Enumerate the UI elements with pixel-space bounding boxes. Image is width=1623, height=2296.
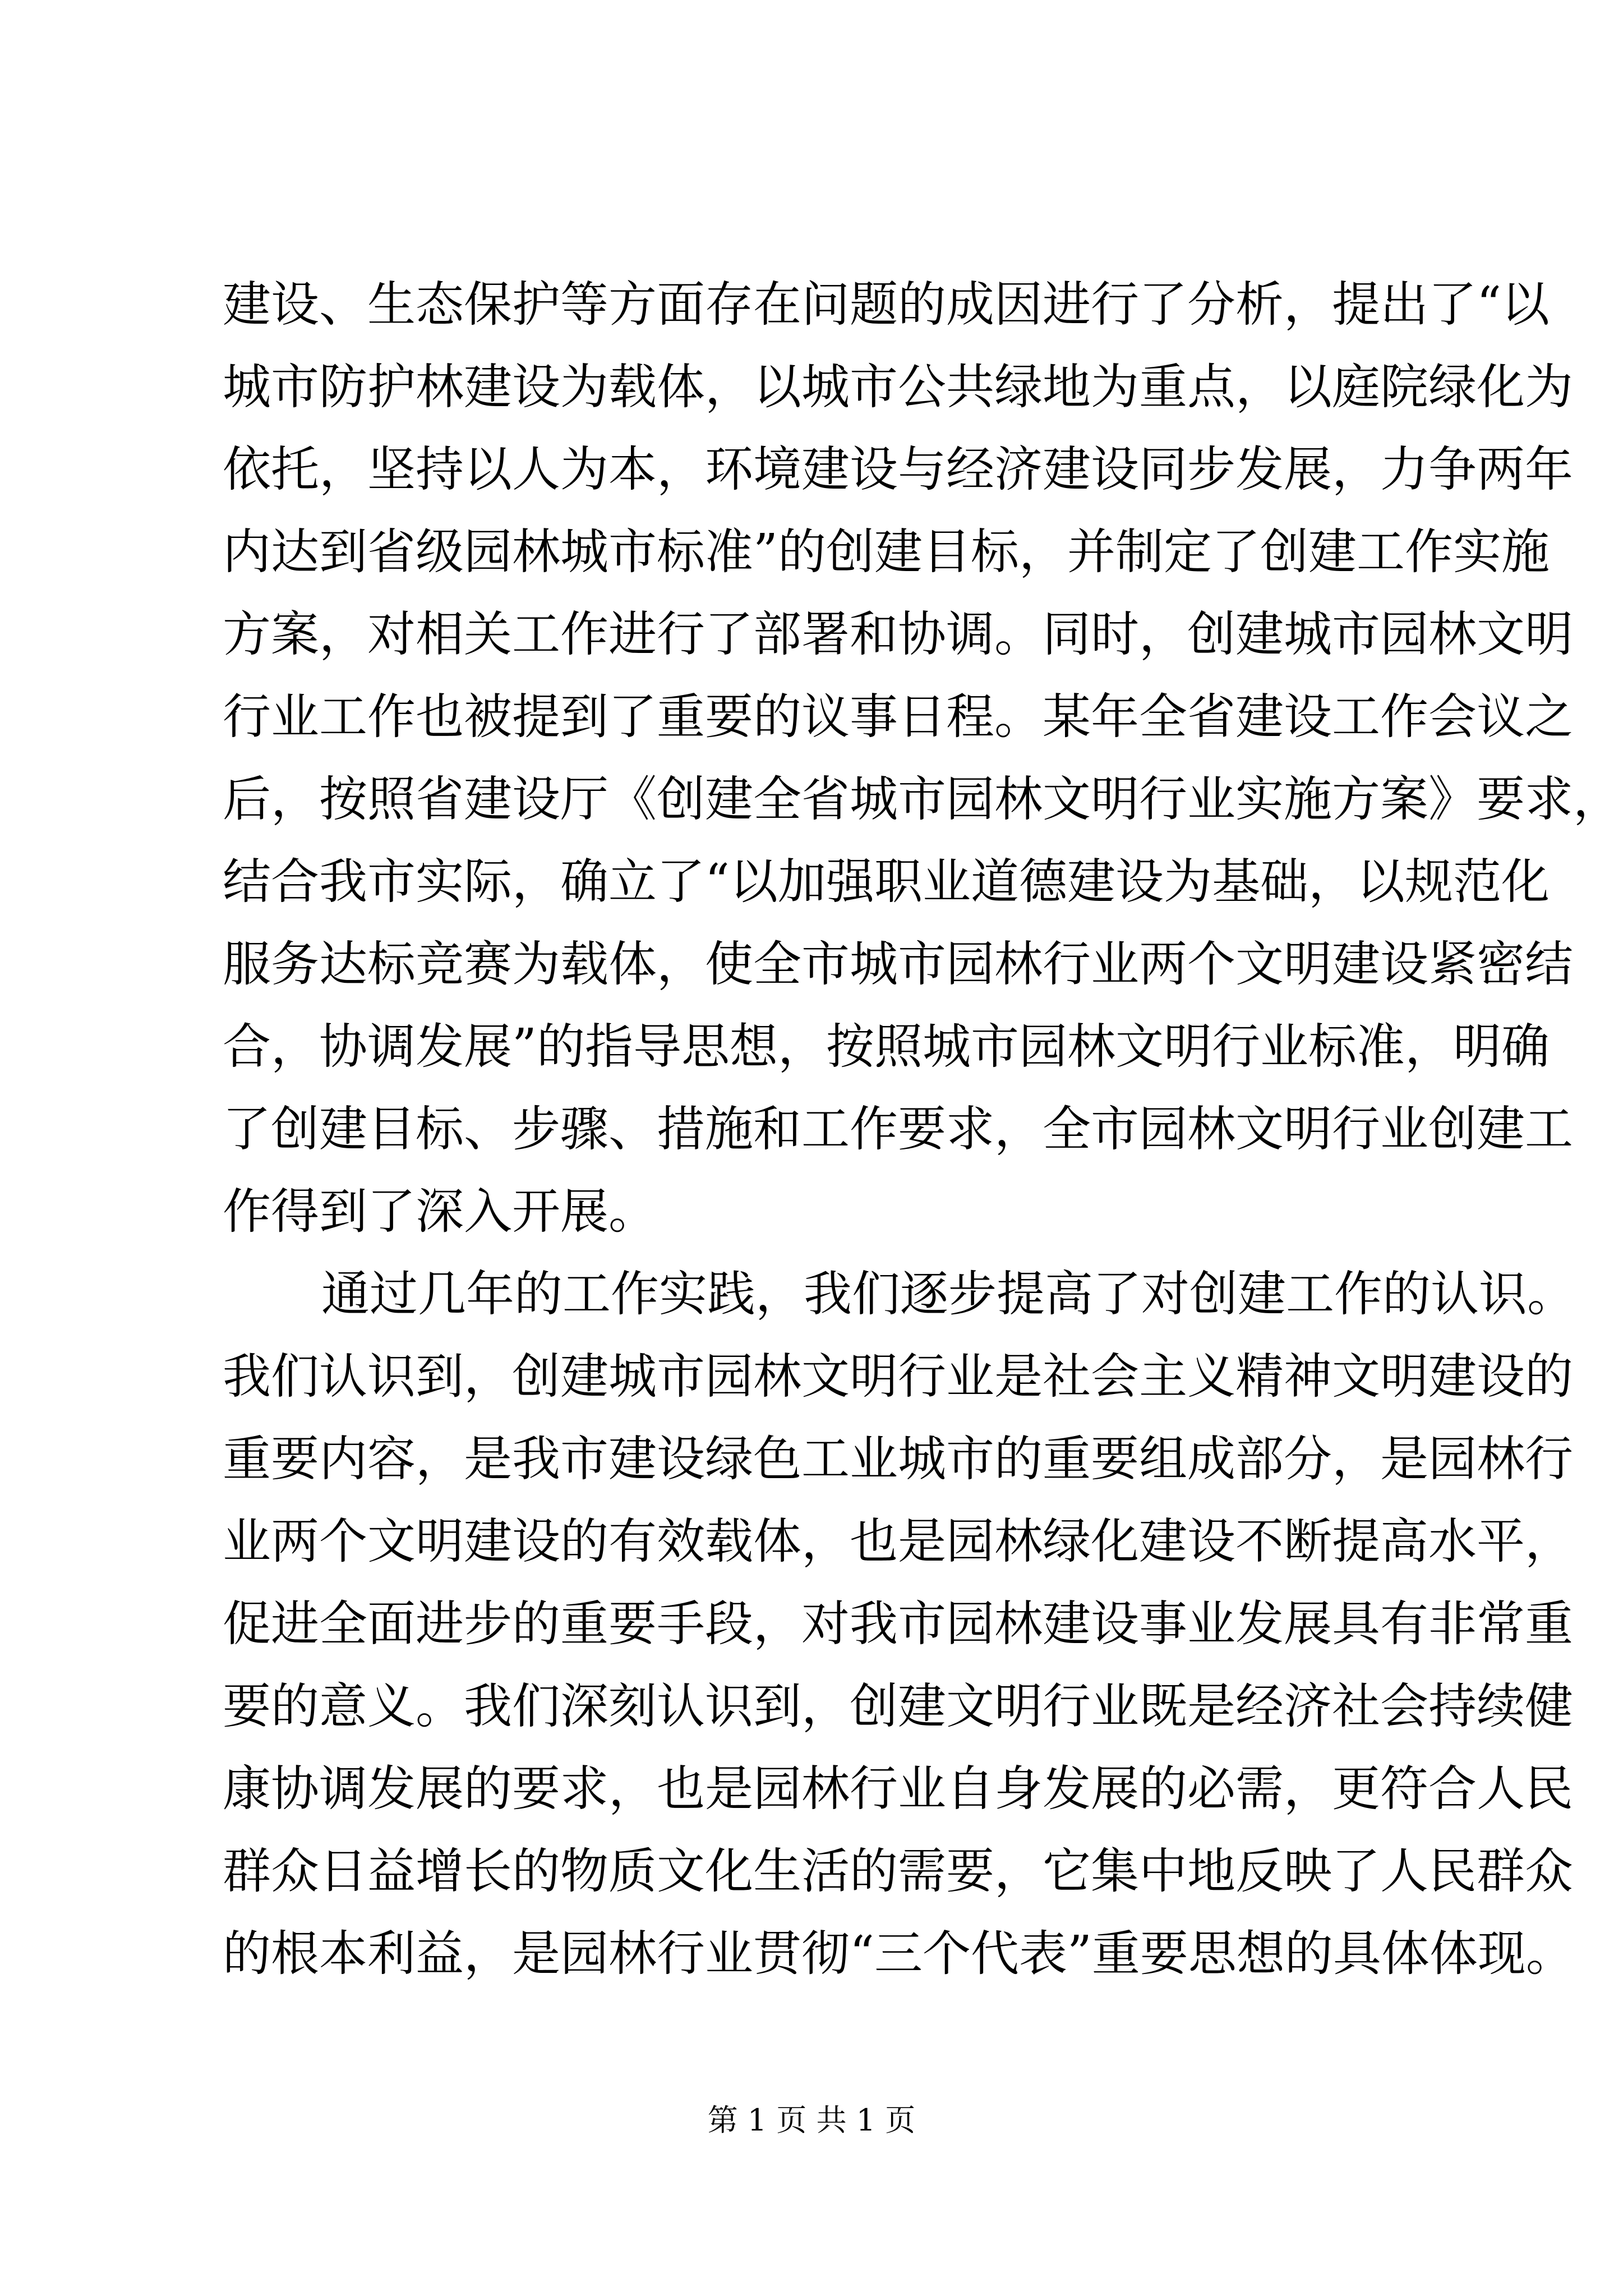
paragraph-1-line-6: 行业工作也被提到了重要的议事日程。某年全省建设工作会议之 — [223, 689, 1573, 745]
paragraph-1-line-10: 合，协调发展”的指导思想，按照城市园林文明行业标准，明确 — [223, 1019, 1550, 1075]
paragraph-2-line-8: 群众日益增长的物质文化生活的需要，它集中地反映了人民群众 — [223, 1843, 1573, 1899]
paragraph-2-line-6: 要的意义。我们深刻认识到，创建文明行业既是经济社会持续健 — [223, 1678, 1573, 1734]
paragraph-1-line-7: 后，按照省建设厅《创建全省城市园林文明行业实施方案》要求， — [223, 771, 1621, 827]
paragraph-1-line-11: 了创建目标、步骤、措施和工作要求，全市园林文明行业创建工 — [223, 1101, 1573, 1157]
paragraph-1-line-5: 方案，对相关工作进行了部署和协调。同时，创建城市园林文明 — [223, 606, 1573, 662]
paragraph-1-line-3: 依托，坚持以人为本，环境建设与经济建设同步发展，力争两年 — [223, 441, 1573, 498]
paragraph-2-line-7: 康协调发展的要求，也是园林行业自身发展的必需，更符合人民 — [223, 1761, 1573, 1817]
paragraph-1-line-1: 建设、生态保护等方面存在问题的成因进行了分析，提出了“以 — [223, 277, 1550, 333]
document-body — [223, 264, 1621, 1995]
paragraph-1-line-12: 作得到了深入开展。 — [223, 1184, 657, 1240]
paragraph-2-line-1: 通过几年的工作实践，我们逐步提高了对创建工作的认识。 — [321, 1266, 1575, 1322]
paragraph-2-line-5: 促进全面进步的重要手段，对我市园林建设事业发展具有非常重 — [223, 1596, 1573, 1652]
paragraph-2-line-3: 重要内容，是我市建设绿色工业城市的重要组成部分，是园林行 — [223, 1431, 1573, 1487]
paragraph-2-line-4: 业两个文明建设的有效载体，也是园林绿化建设不断提高水平， — [223, 1513, 1573, 1570]
paragraph-2-line-2: 我们认识到，创建城市园林文明行业是社会主义精神文明建设的 — [223, 1349, 1573, 1405]
paragraph-1-line-8: 结合我市实际，确立了“以加强职业道德建设为基础，以规范化 — [223, 854, 1550, 910]
page-number-footer: 第 1 页 共 1 页 — [707, 2102, 916, 2138]
paragraph-1-line-9: 服务达标竞赛为载体，使全市城市园林行业两个文明建设紧密结 — [223, 936, 1573, 992]
paragraph-2-line-9: 的根本利益，是园林行业贯彻“三个代表”重要思想的具体体现。 — [223, 1926, 1574, 1982]
paragraph-1-line-4: 内达到省级园林城市标准”的创建目标，并制定了创建工作实施 — [223, 524, 1550, 580]
paragraph-1-line-2: 城市防护林建设为载体，以城市公共绿地为重点，以庭院绿化为 — [223, 359, 1573, 415]
